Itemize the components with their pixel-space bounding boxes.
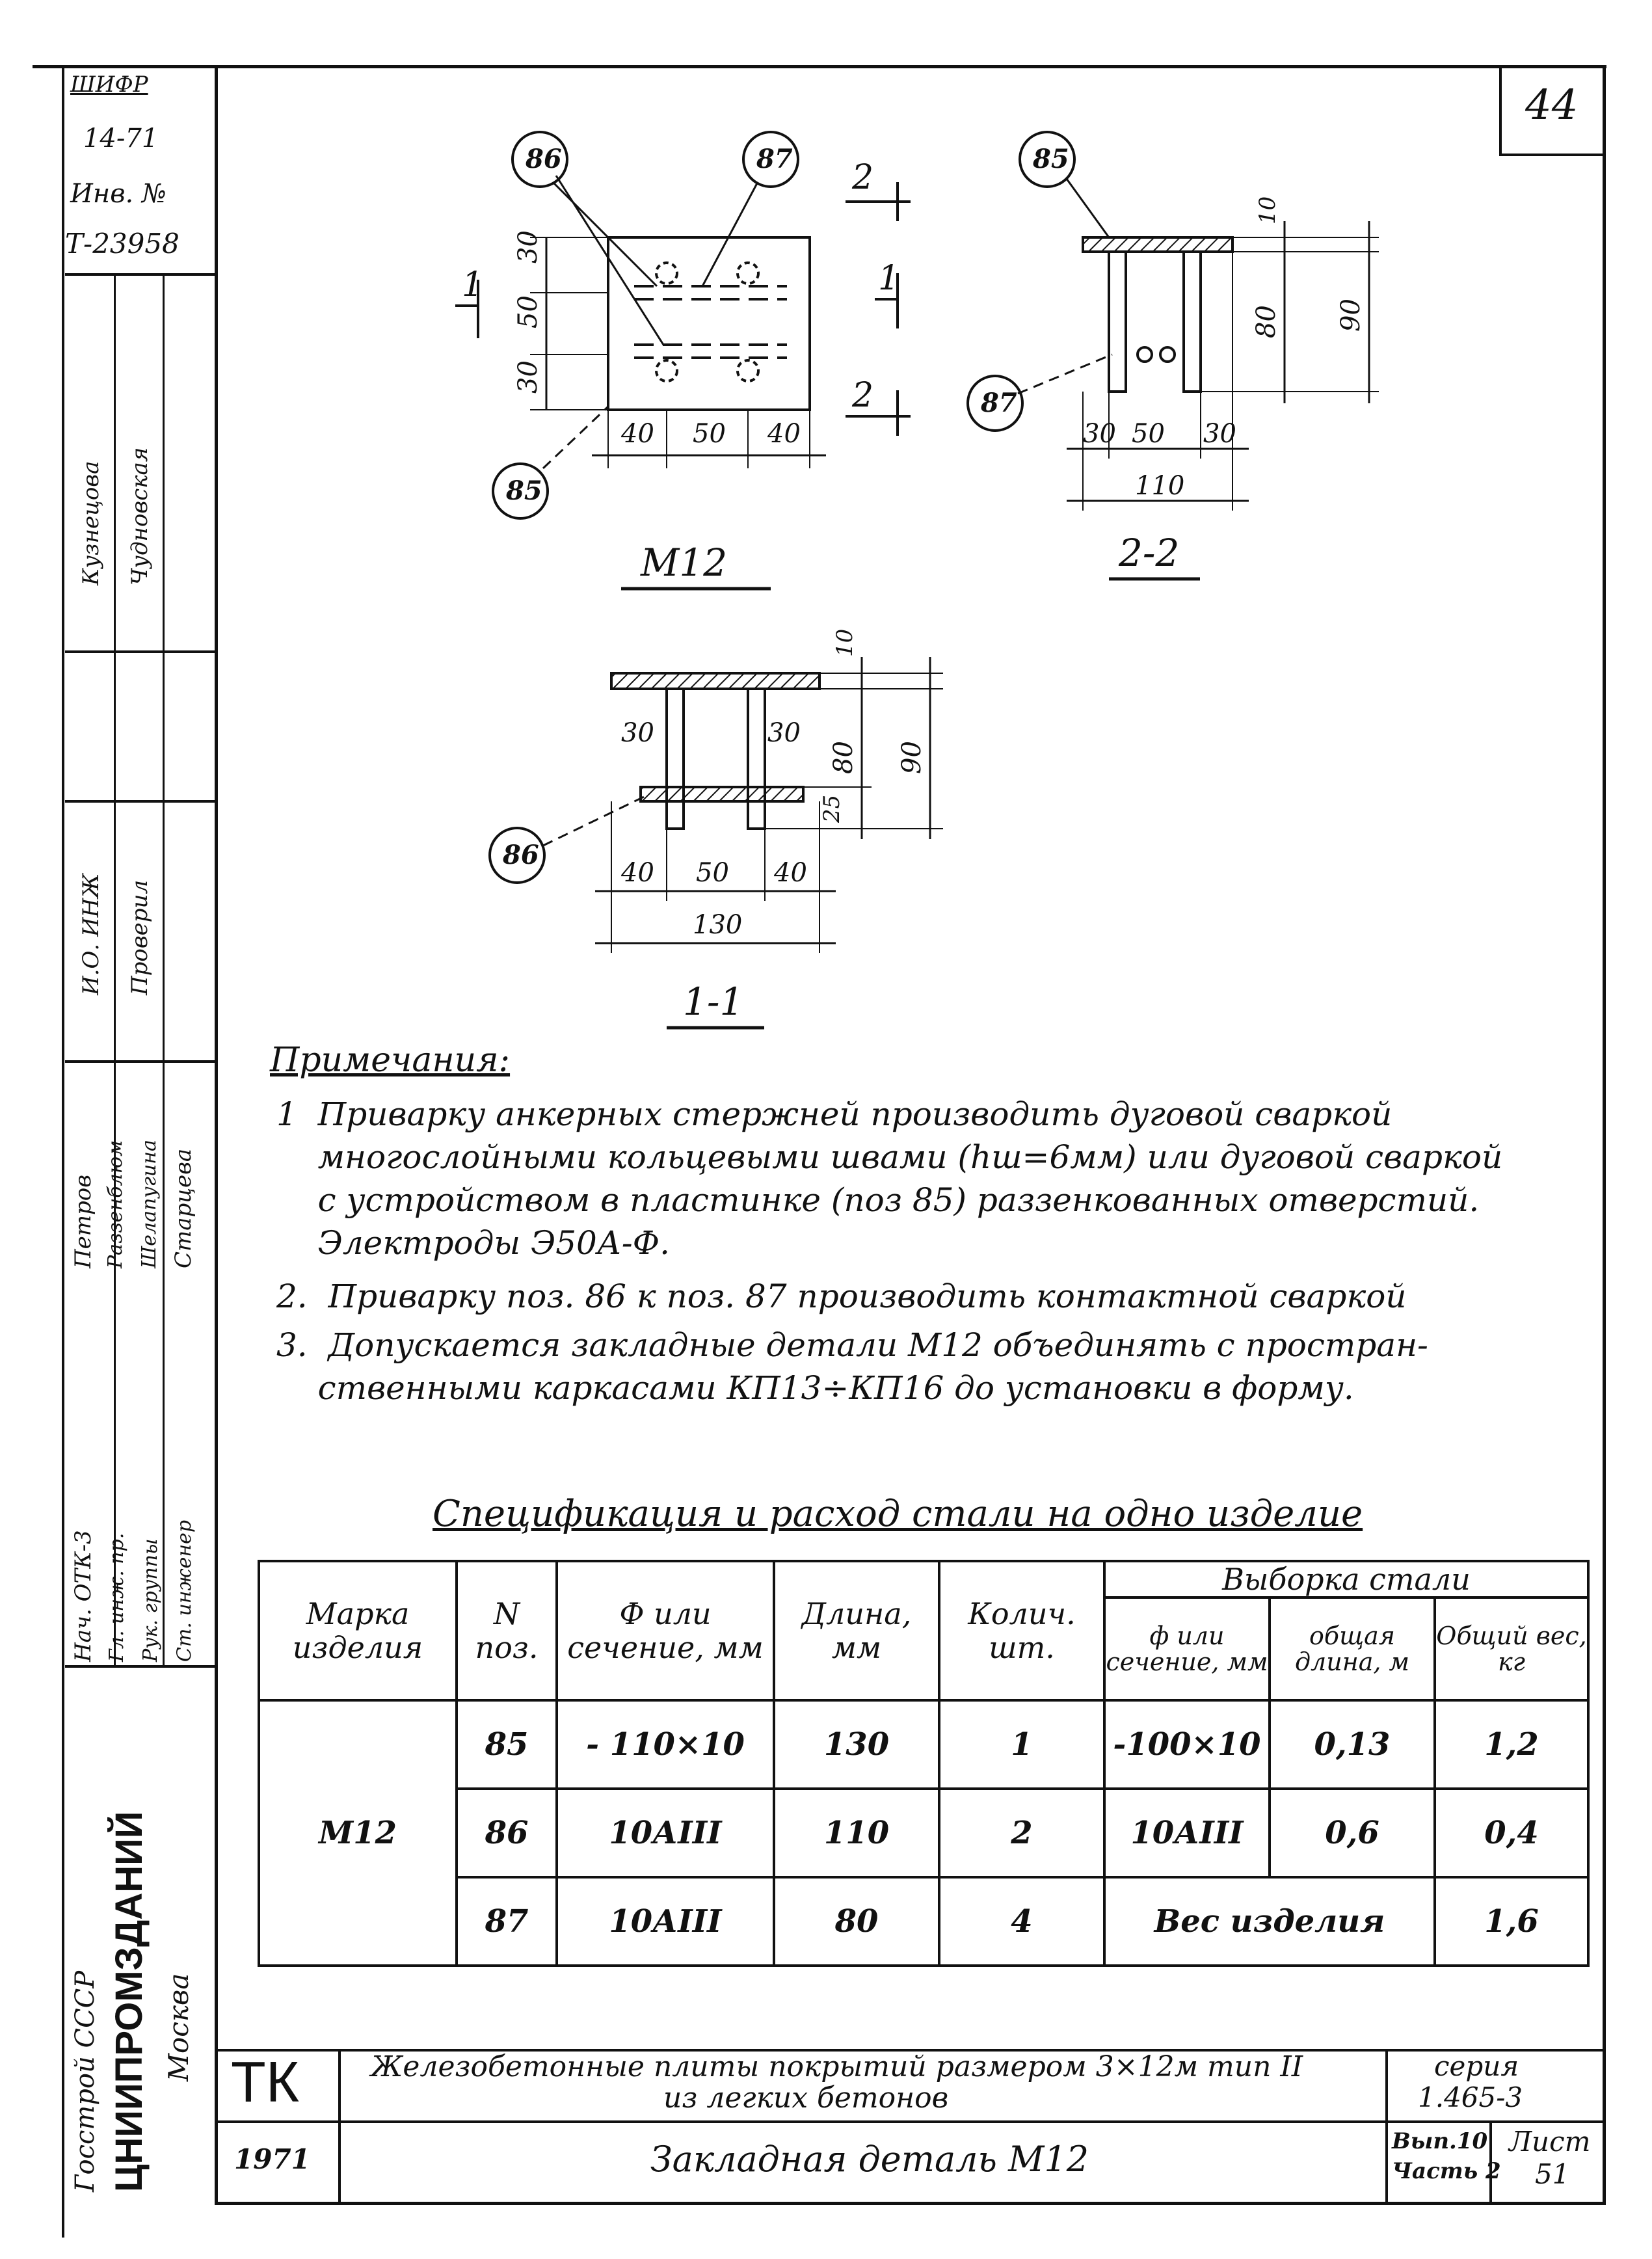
r1-s-weight: 1,2 xyxy=(1435,1700,1588,1789)
r1-s-length: 0,13 xyxy=(1270,1700,1435,1789)
anchor-87-s11-right xyxy=(748,689,765,829)
s11-dim-v-90: 90 xyxy=(897,741,927,774)
tb-series: 1.465-3 xyxy=(1418,2081,1523,2113)
title-a-3: Рук. группы xyxy=(139,1538,162,1662)
note-1: 1 Приварку анкерных стержней производить дуговой сваркой многослойными кольцевыми швами (hш=6мм) или дуговой сваркой с устройством в пластинке (поз 85) раззенкованных отверстий. Электроды Э50А-Ф. xyxy=(276,1095,1503,1262)
r2-s-weight: 0,4 xyxy=(1435,1789,1588,1877)
th-mark: Марка изделия xyxy=(259,1561,457,1700)
r1-length: 130 xyxy=(774,1700,939,1789)
anchor-87-s11-left xyxy=(667,689,684,829)
plan-view xyxy=(455,132,911,589)
notes-title: Примечания: xyxy=(270,1041,511,1080)
signature-1: Кузнецова xyxy=(78,461,104,585)
title-c-2: Проверил xyxy=(127,879,153,995)
plan-title: М12 xyxy=(641,541,728,585)
r3-section: 10АIII xyxy=(557,1877,774,1966)
s22-title: 2-2 xyxy=(1119,531,1180,575)
r2-s-length: 0,6 xyxy=(1270,1789,1435,1877)
plan-callout-87: 87 xyxy=(756,144,793,174)
s11-dim-inner-1: 30 xyxy=(621,718,654,748)
r3-qty: 4 xyxy=(939,1877,1104,1966)
plan-callout-86: 86 xyxy=(526,144,562,174)
plan-dim-v-3: 30 xyxy=(513,360,543,394)
r2-length: 110 xyxy=(774,1789,939,1877)
s11-dim-v-80: 80 xyxy=(829,741,859,774)
r3-product-weight-label: Вес изделия xyxy=(1104,1877,1435,1966)
r1-pos: 85 xyxy=(457,1700,557,1789)
s11-dim-v-25: 25 xyxy=(819,794,845,823)
s22-callout-85: 85 xyxy=(1033,144,1069,174)
s11-callout-86: 86 xyxy=(503,840,539,870)
s11-dim-h-2: 50 xyxy=(696,858,729,888)
plan-section-1-left: 1 xyxy=(462,265,484,304)
org-ministry: Госстрой СССР xyxy=(70,1970,100,2192)
bar-86-section xyxy=(641,787,803,801)
tb-project: Железобетонные плиты покрытий размером 3×12м тип II xyxy=(371,2050,1303,2083)
anchor-87-right xyxy=(1184,252,1201,392)
th-qty: Колич. шт. xyxy=(939,1561,1104,1700)
tb-issue: Вып.10 xyxy=(1392,2128,1488,2154)
stamp-code: 14-71 xyxy=(83,124,159,154)
r2-qty: 2 xyxy=(939,1789,1104,1877)
title-c-1: И.О. ИНЖ xyxy=(78,873,104,995)
stamp-cipher: ШИФР xyxy=(70,72,148,98)
plate-85-section xyxy=(1083,237,1232,252)
stamp-inv-number: Т-23958 xyxy=(65,228,180,260)
spec-table xyxy=(258,1560,1590,1967)
title-b-4: Старцева xyxy=(170,1148,196,1268)
org-city: Москва xyxy=(163,1973,194,2081)
r3-length: 80 xyxy=(774,1877,939,1966)
tb-project-line2: из легких бетонов xyxy=(663,2081,949,2115)
th-steel-weight: Общий вес, кг xyxy=(1435,1597,1588,1700)
r3-pos: 87 xyxy=(457,1877,557,1966)
s22-dim-h-3: 30 xyxy=(1203,419,1236,449)
th-steel-length: общая длина, м xyxy=(1270,1597,1435,1700)
plan-section-2-top: 2 xyxy=(852,158,874,197)
r2-pos: 86 xyxy=(457,1789,557,1877)
plan-dim-h-2: 50 xyxy=(693,419,726,449)
r1-section: - 110×10 xyxy=(557,1700,774,1789)
tb-sheet-label: Лист xyxy=(1509,2126,1591,2158)
title-b-1: Петров xyxy=(70,1174,96,1268)
s11-dim-inner-2: 30 xyxy=(767,718,801,748)
tb-year: 1971 xyxy=(234,2143,310,2175)
plan-dim-v-2: 50 xyxy=(513,295,543,328)
anchor-87-left xyxy=(1109,252,1126,392)
note-2: 2. Приварку поз. 86 к поз. 87 производить контактной сваркой xyxy=(276,1277,1407,1315)
tb-part: Часть 2 xyxy=(1392,2158,1501,2184)
title-b-3: Шелапугина xyxy=(138,1140,161,1268)
signature-2: Чудновская xyxy=(127,447,153,585)
s22-dim-v-90: 90 xyxy=(1336,299,1366,332)
s22-dim-v-10: 10 xyxy=(1255,196,1281,224)
th-steel: Выборка стали xyxy=(1104,1561,1588,1597)
title-a-1: Нач. ОТК-3 xyxy=(70,1530,96,1662)
spec-title: Спецификация и расход стали на одно изделие xyxy=(433,1493,1363,1535)
tb-code: ТК xyxy=(231,2050,300,2114)
note-3: 3. Допускается закладные детали М12 объединять с простран- ственными каркасами КП13÷КП16 до установки в форму. xyxy=(276,1326,1428,1407)
s22-dim-h-total: 110 xyxy=(1135,471,1185,501)
title-a-2: Гл. инж. пр. xyxy=(105,1532,128,1662)
s22-dim-h-2: 50 xyxy=(1132,419,1165,449)
r2-s-section: 10АIII xyxy=(1104,1789,1270,1877)
title-b-2: Раззенблюм xyxy=(104,1140,127,1268)
s22-dim-v-80: 80 xyxy=(1251,305,1281,338)
org-name: ЦНИИПРОМЗДАНИЙ xyxy=(108,1811,150,2192)
plate-85-plan xyxy=(608,237,810,410)
s11-dim-h-1: 40 xyxy=(621,858,654,888)
plan-section-2-bottom: 2 xyxy=(852,376,874,415)
s11-dim-h-3: 40 xyxy=(774,858,807,888)
plan-callout-85: 85 xyxy=(506,475,542,506)
th-pos: N поз. xyxy=(457,1561,557,1700)
cell-mark: М12 xyxy=(259,1700,457,1966)
th-length: Длина, мм xyxy=(774,1561,939,1700)
title-a-4: Ст. инженер xyxy=(173,1519,196,1662)
s22-callout-87: 87 xyxy=(981,388,1017,418)
tb-drawing-name: Закладная деталь М12 xyxy=(650,2139,1089,2180)
tb-sheet: 51 xyxy=(1535,2158,1570,2190)
s22-dim-h-1: 30 xyxy=(1083,419,1116,449)
section-1-1 xyxy=(490,657,943,1028)
plan-dim-v-1: 30 xyxy=(513,230,543,263)
plan-dim-h-3: 40 xyxy=(767,419,801,449)
plan-dim-h-1: 40 xyxy=(621,419,654,449)
stamp-inv-label: Инв. № xyxy=(70,179,167,209)
plate-85-section-1 xyxy=(611,673,819,689)
r2-section: 10АIII xyxy=(557,1789,774,1877)
r3-s-weight: 1,6 xyxy=(1435,1877,1588,1966)
section-2-2 xyxy=(968,132,1379,579)
s11-dim-v-10: 10 xyxy=(832,628,858,657)
tb-series-label: серия xyxy=(1434,2050,1519,2082)
s11-dim-h-total: 130 xyxy=(693,910,743,940)
sheet-number: 44 xyxy=(1525,81,1579,129)
plan-section-1-right: 1 xyxy=(878,259,900,298)
s11-title: 1-1 xyxy=(683,980,744,1024)
r1-qty: 1 xyxy=(939,1700,1104,1789)
th-steel-section: ф или сечение, мм xyxy=(1104,1597,1270,1700)
th-section: Ф или сечение, мм xyxy=(557,1561,774,1700)
r1-s-section: -100×10 xyxy=(1104,1700,1270,1789)
